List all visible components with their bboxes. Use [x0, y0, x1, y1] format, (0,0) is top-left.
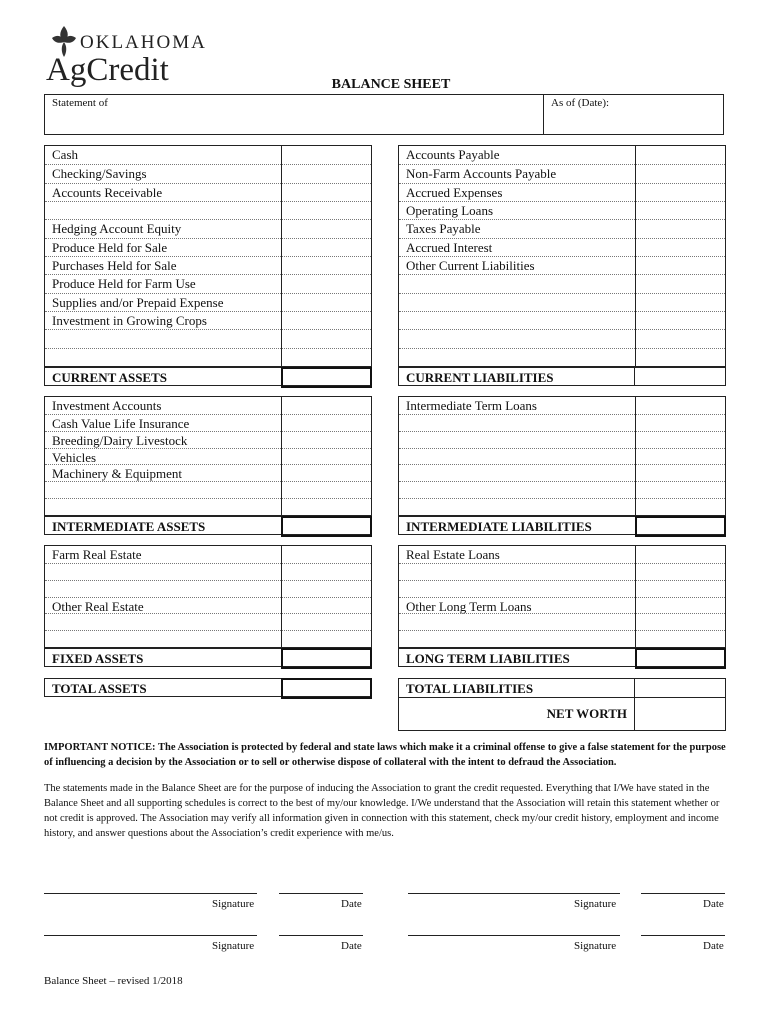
- line-item-row: [399, 238, 725, 256]
- line-item-amount-field[interactable]: [636, 415, 725, 431]
- line-item-row: [45, 183, 371, 201]
- line-item-amount-field[interactable]: [636, 202, 725, 219]
- line-item-label: Accrued Expenses: [406, 184, 503, 200]
- line-item-label: Operating Loans: [406, 203, 494, 218]
- line-item-row: [45, 431, 371, 448]
- line-item-label: Taxes Payable: [406, 221, 481, 237]
- line-item-row: [45, 546, 371, 563]
- line-item-row: [399, 256, 725, 274]
- line-item-label: Breeding/Dairy Livestock: [52, 432, 188, 448]
- line-item-row: [45, 498, 371, 515]
- line-item-row: [45, 597, 371, 614]
- line-item-amount-field[interactable]: [282, 239, 371, 256]
- line-item-row: [399, 630, 725, 647]
- total-assets: [44, 678, 372, 697]
- as-of-date-field[interactable]: [547, 109, 721, 133]
- line-item-row: [45, 481, 371, 498]
- line-item-row: [45, 311, 371, 329]
- line-item-amount-field[interactable]: [636, 631, 725, 647]
- line-item-row: [399, 183, 725, 201]
- line-item-label: Real Estate Loans: [406, 547, 500, 562]
- line-item-amount-field[interactable]: [282, 275, 371, 292]
- line-item-amount-field[interactable]: [282, 581, 371, 597]
- fixed-assets-total: [44, 648, 372, 667]
- signature-label-1: Signature: [212, 898, 255, 910]
- line-item-amount-field[interactable]: [282, 257, 371, 274]
- line-item-amount-field[interactable]: [282, 432, 371, 448]
- line-item-amount-field[interactable]: [282, 415, 371, 431]
- intermediate-liabilities-table: [398, 396, 726, 516]
- line-item-label: Accrued Interest: [406, 239, 493, 255]
- line-item-row: [399, 597, 725, 614]
- line-item-amount-field[interactable]: [282, 165, 371, 182]
- line-item-amount-field[interactable]: [636, 349, 725, 366]
- line-item-row: [399, 448, 725, 465]
- line-item-label: Investment Accounts: [52, 398, 162, 413]
- fixed-assets-total-field[interactable]: [281, 648, 372, 669]
- line-item-label: Hedging Account Equity: [52, 221, 182, 237]
- line-item-amount-field[interactable]: [636, 275, 725, 292]
- agcredit-logo: [46, 24, 207, 88]
- line-item-row: [399, 348, 725, 366]
- as-of-date-label: As of (Date):: [551, 97, 610, 109]
- logo-line1: OKLAHOMA: [80, 32, 207, 53]
- line-item-label: Intermediate Term Loans: [406, 398, 537, 413]
- line-item-row: [45, 329, 371, 347]
- line-item-amount-field[interactable]: [636, 239, 725, 256]
- line-item-amount-field[interactable]: [282, 631, 371, 647]
- longterm-liabilities-label: LONG TERM LIABILITIES: [406, 651, 570, 666]
- line-item-row: [399, 164, 725, 182]
- line-item-amount-field[interactable]: [636, 614, 725, 630]
- line-item-amount-field[interactable]: [636, 257, 725, 274]
- line-item-amount-field[interactable]: [636, 581, 725, 597]
- line-item-label: Cash: [52, 147, 78, 162]
- line-item-amount-field[interactable]: [282, 349, 371, 366]
- line-item-row: [45, 164, 371, 182]
- signature-label-2: Signature: [574, 898, 617, 910]
- line-item-amount-field[interactable]: [636, 184, 725, 201]
- line-item-row: [399, 563, 725, 580]
- intermediate-liabilities-label: INTERMEDIATE LIABILITIES: [406, 519, 592, 534]
- line-item-row: [399, 201, 725, 219]
- fixed-assets-label: FIXED ASSETS: [52, 651, 144, 666]
- line-item-row: [45, 256, 371, 274]
- line-item-amount-field[interactable]: [282, 598, 371, 614]
- intermediate-assets-total-field[interactable]: [281, 516, 372, 537]
- current-liabilities-label: CURRENT LIABILITIES: [406, 370, 554, 385]
- line-item-label: Produce Held for Farm Use: [52, 276, 196, 292]
- line-item-label: Supplies and/or Prepaid Expense: [52, 294, 224, 310]
- current-liabilities-total: [398, 367, 726, 386]
- line-item-row: [45, 613, 371, 630]
- line-item-label: Purchases Held for Sale: [52, 258, 177, 273]
- total-assets-label: TOTAL ASSETS: [52, 681, 147, 696]
- total-liabilities-box: [398, 678, 726, 731]
- line-item-amount-field[interactable]: [282, 312, 371, 329]
- line-item-amount-field[interactable]: [282, 499, 371, 515]
- line-item-amount-field[interactable]: [636, 330, 725, 347]
- current-assets-total: [44, 367, 372, 386]
- line-item-amount-field[interactable]: [636, 465, 725, 481]
- intermediate-assets-label: INTERMEDIATE ASSETS: [52, 519, 206, 534]
- line-item-label: Machinery & Equipment: [52, 466, 182, 482]
- line-item-row: [45, 146, 371, 164]
- line-item-amount-field[interactable]: [282, 564, 371, 580]
- net-worth-field[interactable]: [634, 697, 725, 730]
- logo-line2: AgCredit: [46, 52, 169, 88]
- line-item-amount-field[interactable]: [636, 546, 725, 563]
- line-item-row: [45, 238, 371, 256]
- line-item-row: [45, 630, 371, 647]
- current-assets-label: CURRENT ASSETS: [52, 370, 168, 385]
- line-item-amount-field[interactable]: [282, 220, 371, 237]
- line-item-amount-field[interactable]: [282, 397, 371, 414]
- line-item-label: Other Current Liabilities: [406, 258, 535, 273]
- line-item-amount-field[interactable]: [282, 546, 371, 563]
- line-item-row: [45, 414, 371, 431]
- line-item-label: Other Real Estate: [52, 598, 144, 614]
- line-item-row: [45, 274, 371, 292]
- line-item-amount-field[interactable]: [636, 312, 725, 329]
- important-notice: IMPORTANT NOTICE: The Association is protected by federal and state laws which make it a criminal offense to give a false statement for the purpose of influencing a decision by the Association or to sell or otherwise dispose of collateral with the intent to defraud the Association.: [44, 742, 726, 768]
- line-item-row: [399, 431, 725, 448]
- line-item-amount-field[interactable]: [282, 482, 371, 498]
- total-liabilities-label: TOTAL LIABILITIES: [406, 681, 534, 696]
- line-item-amount-field[interactable]: [282, 146, 371, 164]
- longterm-liabilities-total-field[interactable]: [635, 648, 726, 669]
- line-item-row: [399, 546, 725, 563]
- line-item-label: Cash Value Life Insurance: [52, 415, 190, 431]
- line-item-row: [45, 293, 371, 311]
- intermediate-liabilities-total: [398, 516, 726, 535]
- line-item-amount-field[interactable]: [282, 294, 371, 311]
- line-item-row: [45, 563, 371, 580]
- line-item-amount-field[interactable]: [636, 449, 725, 465]
- line-item-label: Farm Real Estate: [52, 547, 142, 562]
- line-item-amount-field[interactable]: [636, 294, 725, 311]
- line-item-row: [399, 580, 725, 597]
- line-item-row: [399, 613, 725, 630]
- line-item-label: Checking/Savings: [52, 166, 147, 182]
- line-item-amount-field[interactable]: [636, 499, 725, 515]
- current-assets-table: [44, 145, 372, 367]
- line-item-amount-field[interactable]: [636, 397, 725, 414]
- line-item-amount-field[interactable]: [282, 465, 371, 481]
- signature-label-3: Signature: [212, 940, 255, 952]
- date-label-1: Date: [341, 898, 362, 910]
- intermediate-liabilities-total-field[interactable]: [635, 516, 726, 537]
- line-item-amount-field[interactable]: [282, 330, 371, 347]
- line-item-label: Investment in Growing Crops: [52, 313, 207, 328]
- date-label-2: Date: [703, 898, 724, 910]
- line-item-amount-field[interactable]: [282, 184, 371, 201]
- signature-label-4: Signature: [574, 940, 617, 952]
- line-item-row: [45, 448, 371, 465]
- total-assets-field[interactable]: [281, 678, 372, 699]
- line-item-row: [399, 481, 725, 498]
- certification-statement: The statements made in the Balance Sheet are for the purpose of inducing the Association to grant the credit requested. Everything that I/We have stated in the Balance Sheet and all supporting schedules is correct to the best of my/our knowledge. I/We understand that the Association will retain this statement whether or not credit is approved. The Association may verify all information given in connection with this statement, check my/our credit history, employment and income history, and answer questions about the Association’s credit experience with me/us.: [44, 783, 720, 839]
- line-item-row: [399, 414, 725, 431]
- line-item-row: [45, 464, 371, 481]
- current-liabilities-total-field[interactable]: [634, 368, 725, 385]
- statement-of-label: Statement of: [52, 97, 108, 109]
- footer-revision: Balance Sheet – revised 1/2018: [44, 975, 183, 987]
- line-item-amount-field[interactable]: [636, 598, 725, 614]
- line-item-amount-field[interactable]: [636, 165, 725, 182]
- line-item-amount-field[interactable]: [636, 146, 725, 164]
- line-item-row: [45, 580, 371, 597]
- date-label-3: Date: [341, 940, 362, 952]
- line-item-amount-field[interactable]: [636, 432, 725, 448]
- line-item-row: [399, 311, 725, 329]
- line-item-amount-field[interactable]: [282, 614, 371, 630]
- fixed-assets-table: [44, 545, 372, 648]
- net-worth-label: NET WORTH: [546, 706, 627, 721]
- longterm-liabilities-total: [398, 648, 726, 667]
- longterm-liabilities-table: [398, 545, 726, 648]
- line-item-row: [399, 219, 725, 237]
- line-item-label: Vehicles: [52, 449, 97, 465]
- current-liabilities-table: [398, 145, 726, 367]
- line-item-row: [399, 498, 725, 515]
- line-item-amount-field[interactable]: [636, 564, 725, 580]
- line-item-amount-field[interactable]: [282, 449, 371, 465]
- statement-header-box: [44, 94, 724, 135]
- line-item-row: [45, 348, 371, 366]
- line-item-row: [399, 146, 725, 164]
- line-item-row: [399, 464, 725, 481]
- statement-of-field[interactable]: [46, 109, 540, 133]
- line-item-label: Accounts Payable: [406, 147, 500, 162]
- line-item-row: [399, 274, 725, 292]
- line-item-row: [45, 397, 371, 414]
- date-label-4: Date: [703, 940, 724, 952]
- line-item-row: [45, 201, 371, 219]
- intermediate-assets-total: [44, 516, 372, 535]
- line-item-row: [399, 397, 725, 414]
- line-item-label: Non-Farm Accounts Payable: [406, 166, 557, 182]
- total-liabilities-field[interactable]: [634, 679, 725, 697]
- line-item-row: [399, 329, 725, 347]
- line-item-label: Accounts Receivable: [52, 184, 163, 200]
- line-item-amount-field[interactable]: [282, 202, 371, 219]
- line-item-amount-field[interactable]: [636, 482, 725, 498]
- line-item-amount-field[interactable]: [636, 220, 725, 237]
- line-item-row: [45, 219, 371, 237]
- line-item-label: Other Long Term Loans: [406, 598, 532, 614]
- current-assets-total-field[interactable]: [281, 367, 372, 388]
- page-title: BALANCE SHEET: [331, 77, 451, 92]
- intermediate-assets-table: [44, 396, 372, 516]
- line-item-label: Produce Held for Sale: [52, 239, 168, 255]
- line-item-row: [399, 293, 725, 311]
